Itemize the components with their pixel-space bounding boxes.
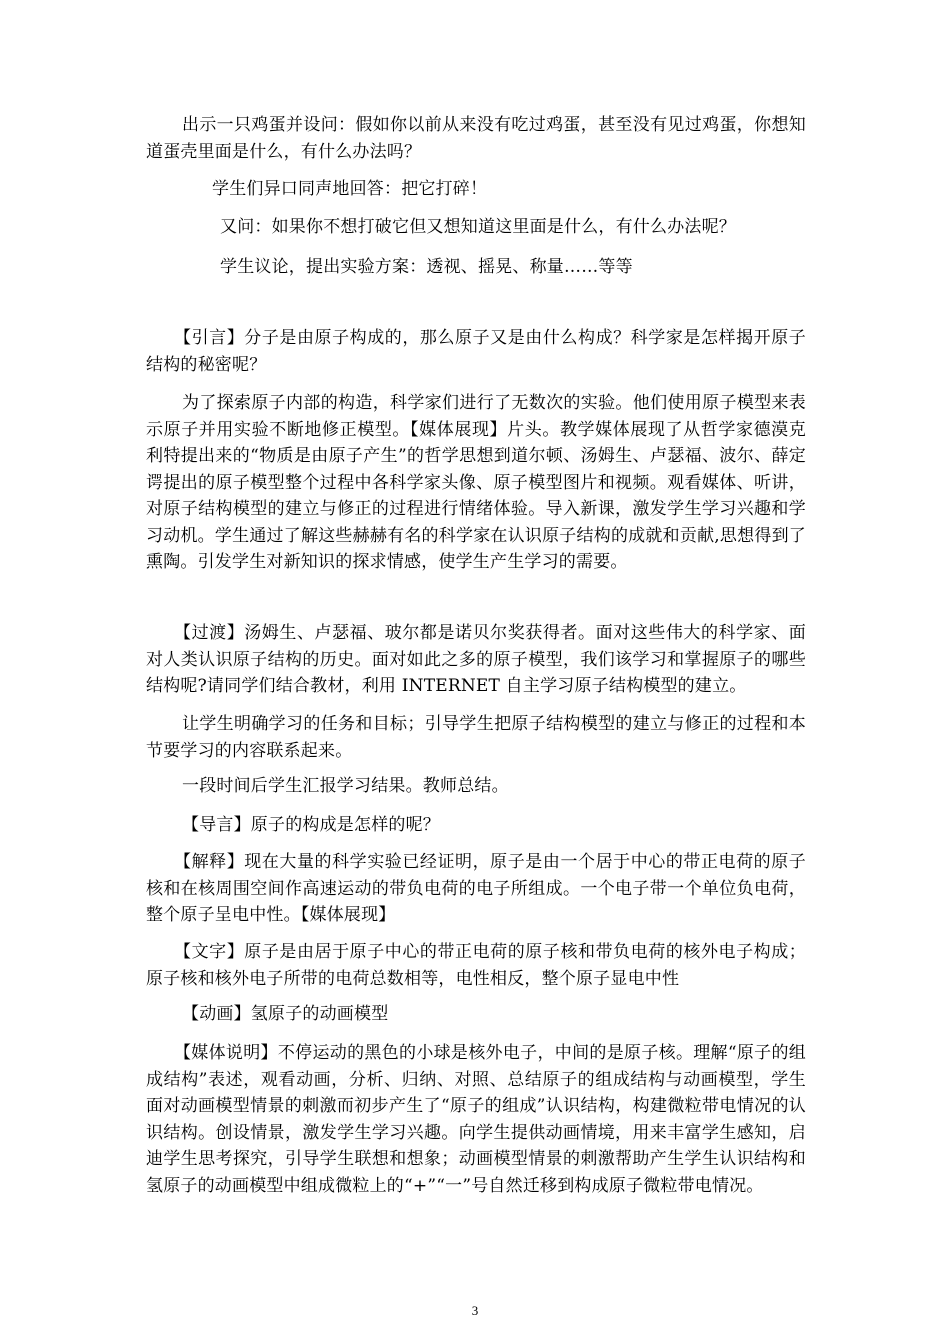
paragraph-text: 【文字】原子是由居于原子中心的带正电荷的原子核和带负电荷的核外电子构成；原子核和核外电子所带的电荷总数相等，电性相反，整个原子显电中性 [146, 942, 806, 989]
paragraph-animation: 【动画】氢原子的动画模型 [182, 1004, 389, 1024]
paragraph-media-description: 【媒体说明】不停运动的黑色的小球是核外电子，中间的是原子核。理解“原子的组成结构”表述，观看动画，分析、归纳、对照、总结原子的组成结构与动画模型，学生面对动画模型情景的刺激而初步产生了“原子的组成”认识结构，构建微粒带电情况的认识结构。创设情景，激发学生学习兴趣。向学生提供动画情境，用来丰富学生感知，启迪学生思考探究，引导学生联想和想象；动画模型情景的刺激帮助产生学生认识结构和氢原子的动画模型中组成微粒上的“+”“一”号自然迁移到构成原子微粒带电情况。 [146, 1043, 806, 1196]
paragraph-lead-in: 【导言】原子的构成是怎样的呢？ [182, 815, 440, 835]
paragraph-exploration: 为了探索原子内部的构造，科学家们进行了无数次的实验。他们使用原子模型来表示原子并用实验不断地修正模型。【媒体展现】片头。教学媒体展现了从哲学家德漠克利特提出来的“物质是由原子产生”的哲学思想到道尔顿、汤姆生、卢瑟福、波尔、薛定谔提出的原子模型整个过程中各科学家头像、原子模型图片和视频。观看媒体、听讲，对原子结构模型的建立与修正的过程进行情绪体验。导入新课，激发学生学习兴趣和学习动机。学生通过了解这些赫赫有名的科学家在认识原子结构的成就和贡献,思想得到了熏陶。引发学生对新知识的探求情感，使学生产生学习的需要。 [146, 393, 806, 572]
paragraph-student-answer: 学生们异口同声地回答：把它打碎！ [212, 179, 488, 199]
paragraph-student-discussion: 学生议论，提出实验方案：透视、摇晃、称量……等等 [220, 257, 633, 277]
paragraph-report: 一段时间后学生汇报学习结果。教师总结。 [182, 776, 509, 796]
paragraph-second-question: 又问：如果你不想打破它但又想知道这里面是什么，有什么办法呢？ [220, 217, 736, 237]
paragraph-egg-question: 出示一只鸡蛋并设问：假如你以前从来没有吃过鸡蛋，甚至没有见过鸡蛋，你想知道蛋壳里面是什么，有什么办法吗？ [146, 115, 806, 162]
paragraph-explanation: 【解释】现在大量的科学实验已经证明，原子是由一个居于中心的带正电荷的原子核和在核周围空间作高速运动的带负电荷的电子所组成。一个电子带一个单位负电荷，整个原子呈电中性。【媒体展现】 [146, 852, 806, 925]
paragraph-transition: 【过渡】汤姆生、卢瑟福、玻尔都是诺贝尔奖获得者。面对这些伟大的科学家、面对人类认识原子结构的历史。面对如此之多的原子模型，我们该学习和掌握原子的哪些结构呢?请同学们结合教材，利用 INTERNET 自主学习原子结构模型的建立。 [146, 623, 806, 696]
page-number: 3 [471, 1303, 479, 1318]
paragraph-introduction: 【引言】分子是由原子构成的，那么原子又是由什么构成？科学家是怎样揭开原子结构的秘密呢？ [146, 328, 806, 375]
paragraph-learning-goals: 让学生明确学习的任务和目标；引导学生把原子结构模型的建立与修正的过程和本节要学习的内容联系起来。 [146, 714, 806, 761]
